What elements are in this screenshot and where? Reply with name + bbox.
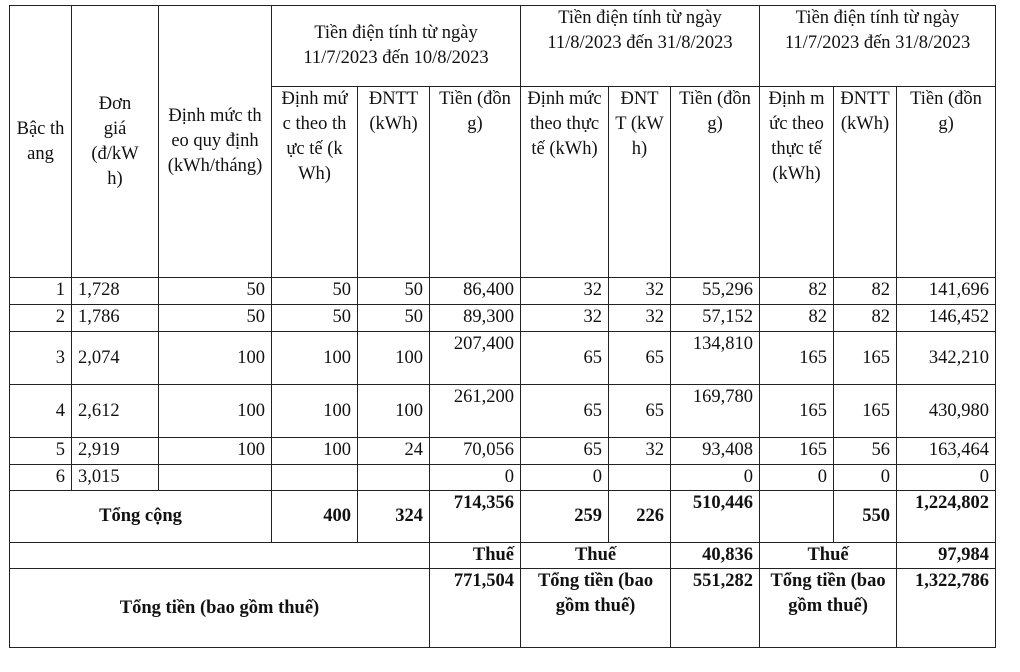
tax-p2-value: 40,836 (671, 543, 760, 569)
cell-bac: 5 (10, 438, 72, 465)
cell-bac: 1 (10, 278, 72, 305)
cell-p2-tien: 57,152 (671, 305, 760, 332)
cell-p2-tien: 169,780 (671, 385, 760, 438)
cell-p1-dm: 50 (272, 305, 358, 332)
cell-bac: 4 (10, 385, 72, 438)
cell-p3-dntt: 56 (834, 438, 897, 465)
cell-dm-qd: 100 (159, 332, 272, 385)
cell-p1-tien: 86,400 (430, 278, 521, 305)
header-don-gia-l4: h) (107, 168, 123, 189)
cell-p2-dm: 65 (521, 385, 609, 438)
cell-p1-dntt: 50 (358, 278, 430, 305)
cell-p2-dm: 32 (521, 305, 609, 332)
header-p2-tien: Tiền (đồng) (671, 87, 760, 278)
cell-p2-dm: 0 (521, 465, 609, 491)
cell-p1-dntt (358, 465, 430, 491)
cell-p3-dntt: 165 (834, 385, 897, 438)
header-p3-dinh-muc: Định mức theo thực tế (kWh) (760, 87, 834, 278)
grand-p3-value: 1,322,786 (897, 569, 996, 648)
grand-p2-value: 551,282 (671, 569, 760, 648)
header-p1-tien: Tiền (đồng) (430, 87, 521, 278)
cell-p3-dm: 82 (760, 305, 834, 332)
cell-bac: 3 (10, 332, 72, 385)
cell-don-gia: 2,612 (72, 385, 159, 438)
cell-p1-dntt: 100 (358, 332, 430, 385)
table-row (10, 385, 996, 438)
cell-p2-dntt: 32 (609, 438, 671, 465)
cell-p2-tien: 134,810 (671, 332, 760, 385)
cell-p3-tien: 146,452 (897, 305, 996, 332)
grand-p1-value: 771,504 (430, 569, 521, 648)
grand-p2-label: Tổng tiền (bao gồm thuế) (521, 569, 671, 648)
header-period-1: Tiền điện tính từ ngày 11/7/2023 đến 10/8/2023 (272, 6, 521, 87)
total-p1-dntt: 324 (358, 491, 430, 543)
cell-don-gia: 1,786 (72, 305, 159, 332)
header-dinh-muc-quy-dinh: Định mức theo quy định (kWh/tháng) (159, 6, 272, 278)
header-p1-dntt: ĐNTT (kWh) (358, 87, 430, 278)
total-p3-tien: 1,224,802 (897, 491, 996, 543)
cell-don-gia: 3,015 (72, 465, 159, 491)
cell-p1-dm: 100 (272, 332, 358, 385)
cell-don-gia: 1,728 (72, 278, 159, 305)
cell-don-gia: 2,074 (72, 332, 159, 385)
cell-p1-dm: 50 (272, 278, 358, 305)
electricity-bill-table (9, 5, 996, 648)
cell-p3-tien: 342,210 (897, 332, 996, 385)
cell-p1-dntt: 24 (358, 438, 430, 465)
header-p3-tien: Tiền (đồng) (897, 87, 996, 278)
cell-p3-dntt: 82 (834, 278, 897, 305)
table-row (10, 332, 996, 385)
cell-p2-dntt (609, 465, 671, 491)
cell-don-gia: 2,919 (72, 438, 159, 465)
cell-p1-dntt: 100 (358, 385, 430, 438)
header-bac-thang: Bậc thang (10, 6, 72, 278)
total-p3-dm (760, 491, 834, 543)
total-p2-dm: 259 (521, 491, 609, 543)
cell-p3-dntt: 0 (834, 465, 897, 491)
cell-p2-dntt: 32 (609, 278, 671, 305)
cell-p2-dm: 32 (521, 278, 609, 305)
cell-p3-dntt: 165 (834, 332, 897, 385)
cell-p3-dntt: 82 (834, 305, 897, 332)
cell-p3-dm: 165 (760, 385, 834, 438)
header-period-3: Tiền điện tính từ ngày 11/7/2023 đến 31/8/2023 (760, 6, 996, 87)
header-p2-dntt: ĐNTT (kWh) (609, 87, 671, 278)
header-don-gia-l2: giá (103, 118, 127, 139)
total-p2-dntt: 226 (609, 491, 671, 543)
cell-bac: 2 (10, 305, 72, 332)
tax-p3-value: 97,984 (897, 543, 996, 569)
cell-p1-tien: 89,300 (430, 305, 521, 332)
cell-dm-qd: 100 (159, 438, 272, 465)
cell-p3-tien: 163,464 (897, 438, 996, 465)
cell-p2-dm: 65 (521, 332, 609, 385)
total-row (10, 491, 996, 543)
cell-p2-tien: 55,296 (671, 278, 760, 305)
cell-p3-tien: 430,980 (897, 385, 996, 438)
cell-dm-qd: 50 (159, 305, 272, 332)
cell-p3-dm: 0 (760, 465, 834, 491)
header-don-gia-l1: Đơn (98, 93, 132, 114)
cell-p3-dm: 165 (760, 438, 834, 465)
cell-p2-tien: 0 (671, 465, 760, 491)
tax-p3-label: Thuế (760, 543, 897, 569)
table-row (10, 465, 996, 491)
table-row (10, 438, 996, 465)
total-p2-tien: 510,446 (671, 491, 760, 543)
cell-p2-dntt: 32 (609, 305, 671, 332)
cell-p2-dm: 65 (521, 438, 609, 465)
tax-p1-label: Thuế (430, 543, 521, 569)
cell-p2-tien: 93,408 (671, 438, 760, 465)
header-don-gia (72, 6, 159, 278)
cell-dm-qd: 50 (159, 278, 272, 305)
cell-p2-dntt: 65 (609, 332, 671, 385)
grand-label: Tổng tiền (bao gồm thuế) (10, 569, 430, 648)
cell-p3-tien: 141,696 (897, 278, 996, 305)
cell-p3-tien: 0 (897, 465, 996, 491)
cell-dm-qd: 100 (159, 385, 272, 438)
cell-p1-dntt: 50 (358, 305, 430, 332)
grand-p3-label: Tổng tiền (bao gồm thuế) (760, 569, 897, 648)
tax-blank (10, 543, 430, 569)
total-p3-dntt: 550 (834, 491, 897, 543)
cell-bac: 6 (10, 465, 72, 491)
table-row (10, 278, 996, 305)
header-p2-dinh-muc: Định mức theo thực tế (kWh) (521, 87, 609, 278)
header-don-gia-l3: (đ/kW (91, 143, 139, 164)
cell-p1-tien: 0 (430, 465, 521, 491)
cell-p1-dm (272, 465, 358, 491)
cell-p1-tien: 207,400 (430, 332, 521, 385)
cell-p1-dm: 100 (272, 438, 358, 465)
cell-p1-dm: 100 (272, 385, 358, 438)
header-p3-dntt: ĐNTT (kWh) (834, 87, 897, 278)
header-period-2: Tiền điện tính từ ngày 11/8/2023 đến 31/8/2023 (521, 6, 760, 87)
total-label: Tổng cộng (10, 491, 272, 543)
table-row (10, 305, 996, 332)
cell-p2-dntt: 65 (609, 385, 671, 438)
total-p1-dm: 400 (272, 491, 358, 543)
cell-p1-tien: 70,056 (430, 438, 521, 465)
cell-dm-qd (159, 465, 272, 491)
header-p1-dinh-muc: Định mức theo thực tế (kWh) (272, 87, 358, 278)
cell-p3-dm: 165 (760, 332, 834, 385)
tax-p2-label: Thuế (521, 543, 671, 569)
total-p1-tien: 714,356 (430, 491, 521, 543)
cell-p1-tien: 261,200 (430, 385, 521, 438)
cell-p3-dm: 82 (760, 278, 834, 305)
tax-row (10, 543, 996, 569)
grand-total-row (10, 569, 996, 648)
